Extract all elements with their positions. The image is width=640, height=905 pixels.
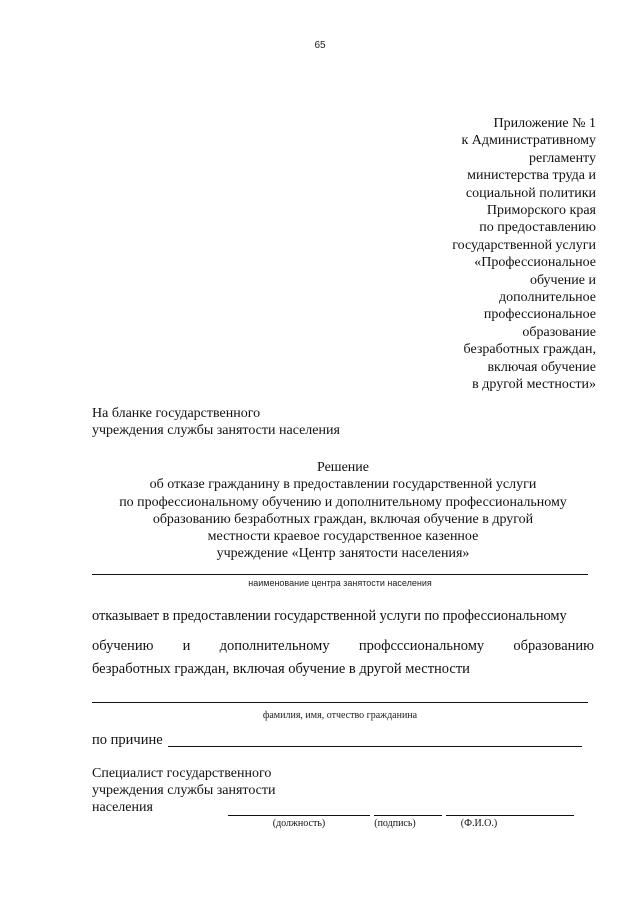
citizen-name-caption: фамилия, имя, отчество гражданина	[262, 710, 418, 721]
appendix-line: социальной политики	[465, 185, 596, 201]
decision-line: об отказе гражданину в предоставлении государственной услуги	[149, 477, 537, 493]
appendix-line: безработных граждан,	[463, 342, 596, 358]
letterhead-note-line: учреждения службы занятости населения	[92, 423, 340, 438]
letterhead-note	[92, 405, 340, 439]
full-name-line	[446, 815, 574, 816]
appendix-line: Приложение № 1	[493, 116, 596, 131]
specialist-block	[92, 765, 276, 816]
appendix-line: Приморского края	[486, 203, 596, 219]
position-line	[228, 815, 370, 816]
appendix-line: к Административному	[461, 133, 596, 149]
letterhead-note-line: На бланке государственного	[92, 406, 261, 421]
appendix-header	[336, 115, 596, 394]
appendix-line: профессиональное	[483, 307, 596, 323]
refusal-line-1: отказывает в предоставлении государственной услуги по профессиональному	[92, 608, 567, 624]
appendix-line: министерства труда и	[467, 168, 596, 184]
appendix-line: государственной услуги	[452, 237, 596, 253]
reason-label: по причине	[92, 732, 163, 748]
refusal-word: дополнительному	[219, 638, 330, 654]
refusal-word: образованию	[513, 638, 594, 654]
specialist-line: Специалист государственного	[92, 766, 272, 781]
appendix-line: регламенту	[529, 150, 596, 166]
refusal-line-2	[92, 638, 594, 655]
appendix-line: дополнительное	[499, 290, 596, 306]
appendix-line: по предоставлению	[479, 220, 596, 236]
page-number: 65	[314, 40, 326, 51]
decision-line: по профессиональному обучению и дополнительному профессиональному	[119, 494, 567, 510]
appendix-line: «Профессиональное	[474, 255, 596, 271]
center-name-line	[92, 574, 588, 575]
refusal-line-3: безработных граждан, включая обучение в другой местности	[92, 661, 470, 677]
decision-line: образованию безработных граждан, включая обучение в другой	[152, 511, 534, 527]
decision-title: Решение	[316, 460, 369, 475]
specialist-line: населения	[92, 800, 153, 815]
refusal-word: профсссиональному	[358, 638, 485, 654]
appendix-line: включая обучение	[487, 359, 596, 375]
citizen-name-line	[92, 702, 588, 703]
appendix-line: образование	[522, 324, 596, 340]
full-name-caption: (Ф.И.О.)	[460, 818, 498, 829]
signature-line	[374, 815, 442, 816]
signature-caption: (подпись)	[374, 818, 416, 829]
decision-title-block	[60, 459, 626, 563]
appendix-line: обучение и	[529, 272, 596, 288]
specialist-line: учреждения службы занятости	[92, 783, 276, 798]
appendix-line: в другой местности»	[472, 377, 596, 393]
reason-line	[168, 746, 582, 747]
decision-line: учреждение «Центр занятости населения»	[216, 546, 470, 562]
refusal-word: обучению	[92, 638, 154, 654]
refusal-word: и	[182, 638, 191, 654]
center-name-caption: наименование центра занятости населения	[248, 578, 432, 588]
decision-line: местности краевое государственное казенное	[207, 529, 479, 545]
position-caption: (должность)	[272, 818, 326, 829]
